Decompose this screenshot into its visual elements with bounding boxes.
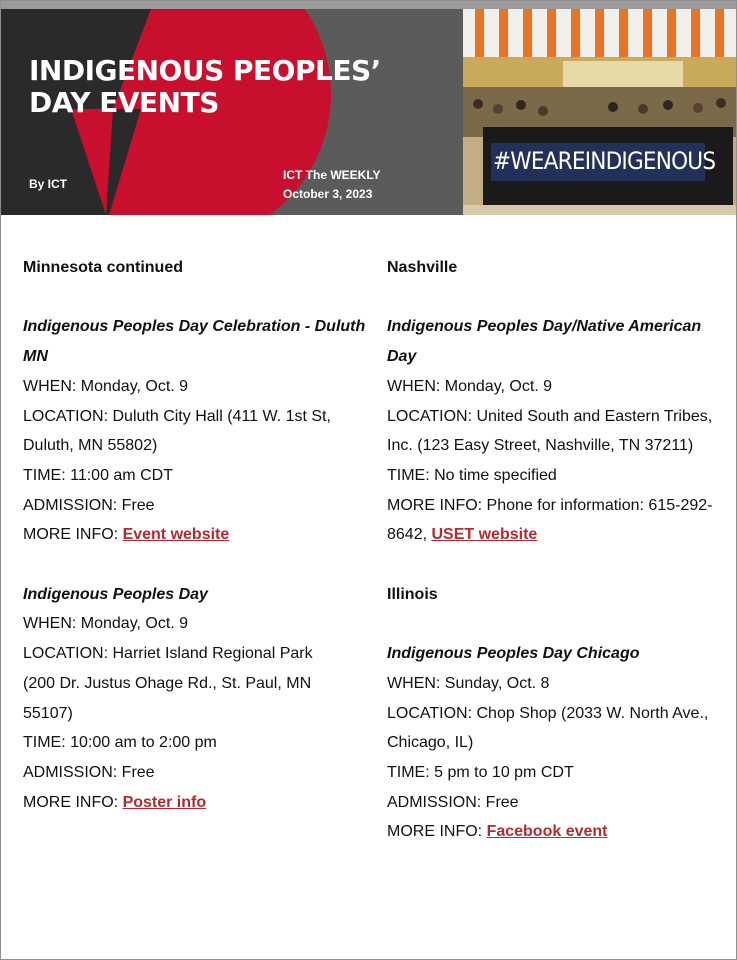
event-title: Indigenous Peoples Day/Native American [387, 318, 702, 336]
top-rule [1, 1, 736, 9]
event-title-cont: Day [387, 348, 417, 366]
section-heading-illinois: Illinois [387, 585, 438, 603]
event-duluth [23, 312, 366, 550]
event-admission: ADMISSION: Free [387, 793, 519, 811]
event-website-link[interactable]: Event website [122, 526, 230, 544]
header-photo [463, 9, 736, 215]
section-heading-minnesota: Minnesota continued [23, 259, 183, 276]
event-more-info: MORE INFO: Phone for information: 615-292- [387, 496, 713, 514]
publication-info [283, 166, 381, 204]
event-time: TIME: No time specified [387, 466, 557, 484]
event-when: WHEN: Monday, Oct. 9 [23, 615, 189, 633]
more-info-label: MORE INFO: [387, 823, 487, 841]
event-nashville [387, 312, 717, 550]
byline: By ICT [29, 177, 68, 191]
event-when: WHEN: Monday, Oct. 9 [23, 377, 189, 395]
event-chicago [387, 639, 717, 847]
header-title-panel [1, 9, 463, 215]
header-banner [1, 9, 736, 215]
facebook-event-link[interactable]: Facebook event [486, 823, 608, 841]
event-when: WHEN: Monday, Oct. 9 [387, 377, 553, 395]
event-time: TIME: 10:00 am to 2:00 pm [23, 734, 217, 752]
more-info-phone-cont: 8642, [387, 526, 432, 544]
placard-text: #WEAREINDIGENOUS [493, 147, 716, 175]
event-more-info-cont [387, 520, 717, 550]
event-title-cont: MN [23, 348, 48, 366]
event-time: TIME: 5 pm to 10 pm CDT [387, 763, 574, 781]
page-title [29, 55, 449, 119]
event-admission: ADMISSION: Free [23, 496, 155, 514]
event-location-cont: Duluth, MN 55802) [23, 437, 158, 455]
assembly-hall-image [463, 9, 736, 215]
event-title: Indigenous Peoples Day Celebration - Duluth [23, 318, 366, 336]
event-more-info [23, 788, 355, 818]
title-line-2: DAY EVENTS [29, 86, 219, 119]
event-location: LOCATION: United South and Eastern Tribes, [387, 407, 713, 425]
event-admission: ADMISSION: Free [23, 763, 155, 781]
event-title: Indigenous Peoples Day Chicago [387, 645, 640, 663]
section-heading-nashville: Nashville [387, 259, 458, 276]
poster-info-link[interactable]: Poster info [122, 793, 207, 811]
event-location: LOCATION: Harriet Island Regional Park [23, 645, 313, 663]
photo-curtain-stripes [463, 9, 736, 57]
event-location: LOCATION: Duluth City Hall (411 W. 1st St, [23, 407, 331, 425]
right-column [387, 253, 717, 847]
event-harriet-island [23, 580, 355, 818]
title-line-1: INDIGENOUS PEOPLES’ [29, 54, 381, 87]
publication-name: ICT The WEEKLY [283, 168, 381, 182]
left-column [23, 253, 366, 817]
more-info-label: MORE INFO: [23, 793, 123, 811]
publication-date: October 3, 2023 [283, 187, 373, 201]
event-title: Indigenous Peoples Day [23, 585, 208, 603]
event-time: TIME: 11:00 am CDT [23, 466, 173, 484]
event-location: LOCATION: Chop Shop (2033 W. North Ave., [387, 704, 709, 722]
uset-website-link[interactable]: USET website [431, 526, 538, 544]
event-more-info [387, 817, 717, 847]
event-more-info [23, 520, 355, 550]
event-location-cont: Inc. (123 Easy Street, Nashville, TN 37211) [387, 437, 694, 455]
event-location-cont: Chicago, IL) [387, 734, 474, 752]
event-location-cont: (200 Dr. Justus Ohage Rd., St. Paul, MN [23, 674, 312, 692]
more-info-label: MORE INFO: [23, 526, 123, 544]
event-when: WHEN: Sunday, Oct. 8 [387, 674, 550, 692]
event-location-cont: 55107) [23, 704, 73, 722]
